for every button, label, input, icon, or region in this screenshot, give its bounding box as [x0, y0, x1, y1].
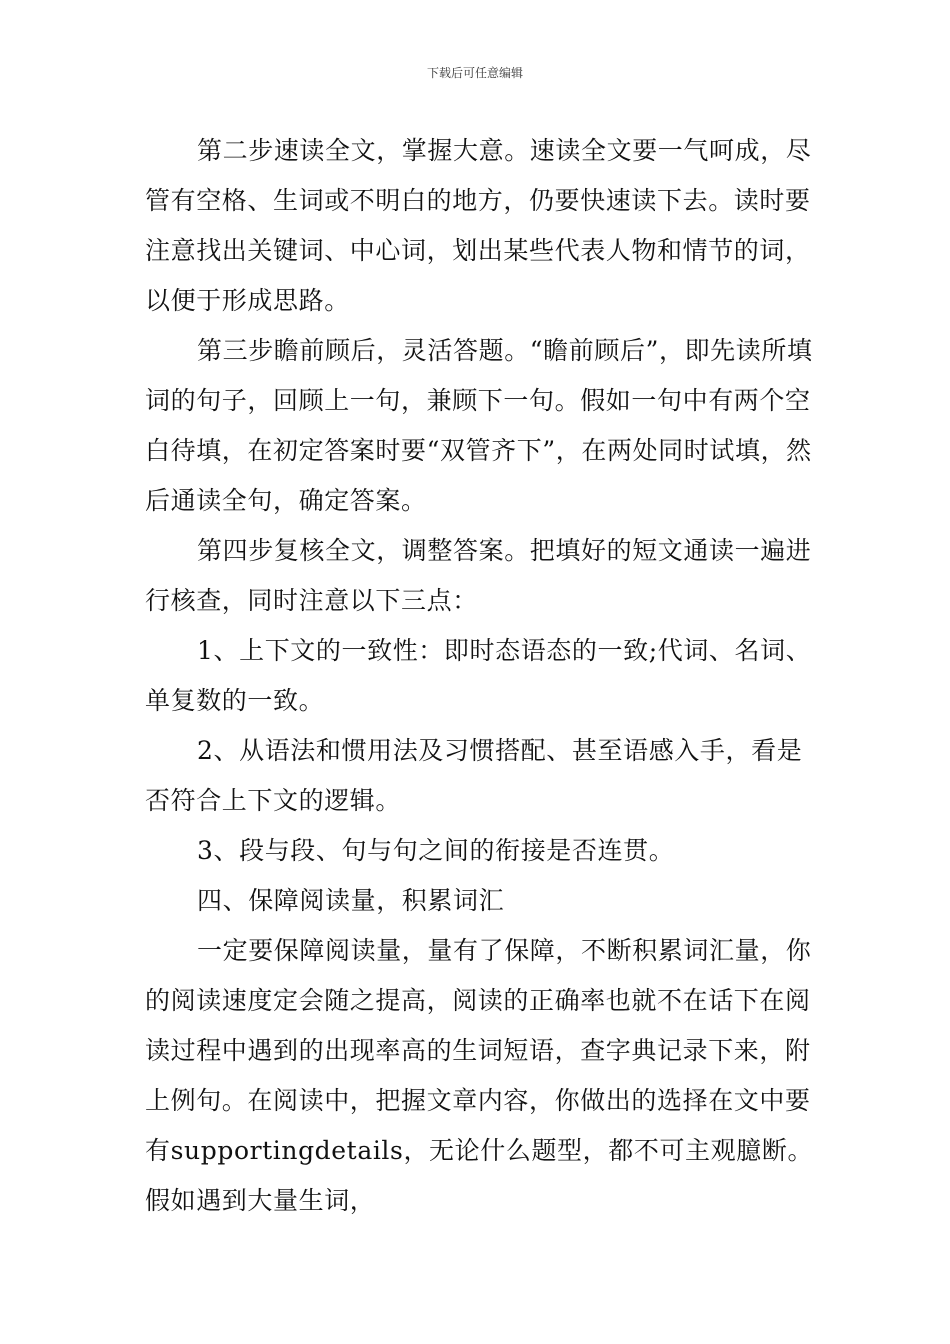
document-body: [145, 126, 825, 1226]
paragraph-reading-volume: 一定要保障阅读量，量有了保障，不断积累词汇量，你的阅读速度定会随之提高，阅读的正确率也就不在话下在阅读过程中遇到的出现率高的生词短语，查字典记录下来，附上例句。在阅读中，把握文章内容，你做出的选择在文中要有supportingdetails，无论什么题型，都不可主观臆断。假如遇到大量生词，: [145, 936, 814, 1215]
paragraph-point-one: 1、上下文的一致性：即时态语态的一致;代词、名词、单复数的一致。: [145, 636, 812, 715]
paragraph-point-three: 3、段与段、句与句之间的衔接是否连贯。: [197, 836, 675, 865]
page-header: 下载后可任意编辑: [426, 66, 523, 80]
paragraph-step-three: 第三步瞻前顾后，灵活答题。“瞻前顾后”，即先读所填词的句子，回顾上一句，兼顾下一句。假如一句中有两个空白待填，在初定答案时要“双管齐下”，在两处同时试填，然后通读全句，确定答案。: [145, 336, 813, 515]
section-heading-four: 四、保障阅读量，积累词汇: [197, 886, 505, 915]
paragraph-step-four: 第四步复核全文，调整答案。把填好的短文通读一遍进行核查，同时注意以下三点：: [145, 536, 812, 615]
paragraph-point-two: 2、从语法和惯用法及习惯搭配、甚至语感入手，看是否符合上下文的逻辑。: [145, 736, 803, 815]
paragraph-step-two: 第二步速读全文，掌握大意。速读全文要一气呵成，尽管有空格、生词或不明白的地方，仍要快速读下去。读时要注意找出关键词、中心词，划出某些代表人物和情节的词，以便于形成思路。: [145, 136, 812, 315]
